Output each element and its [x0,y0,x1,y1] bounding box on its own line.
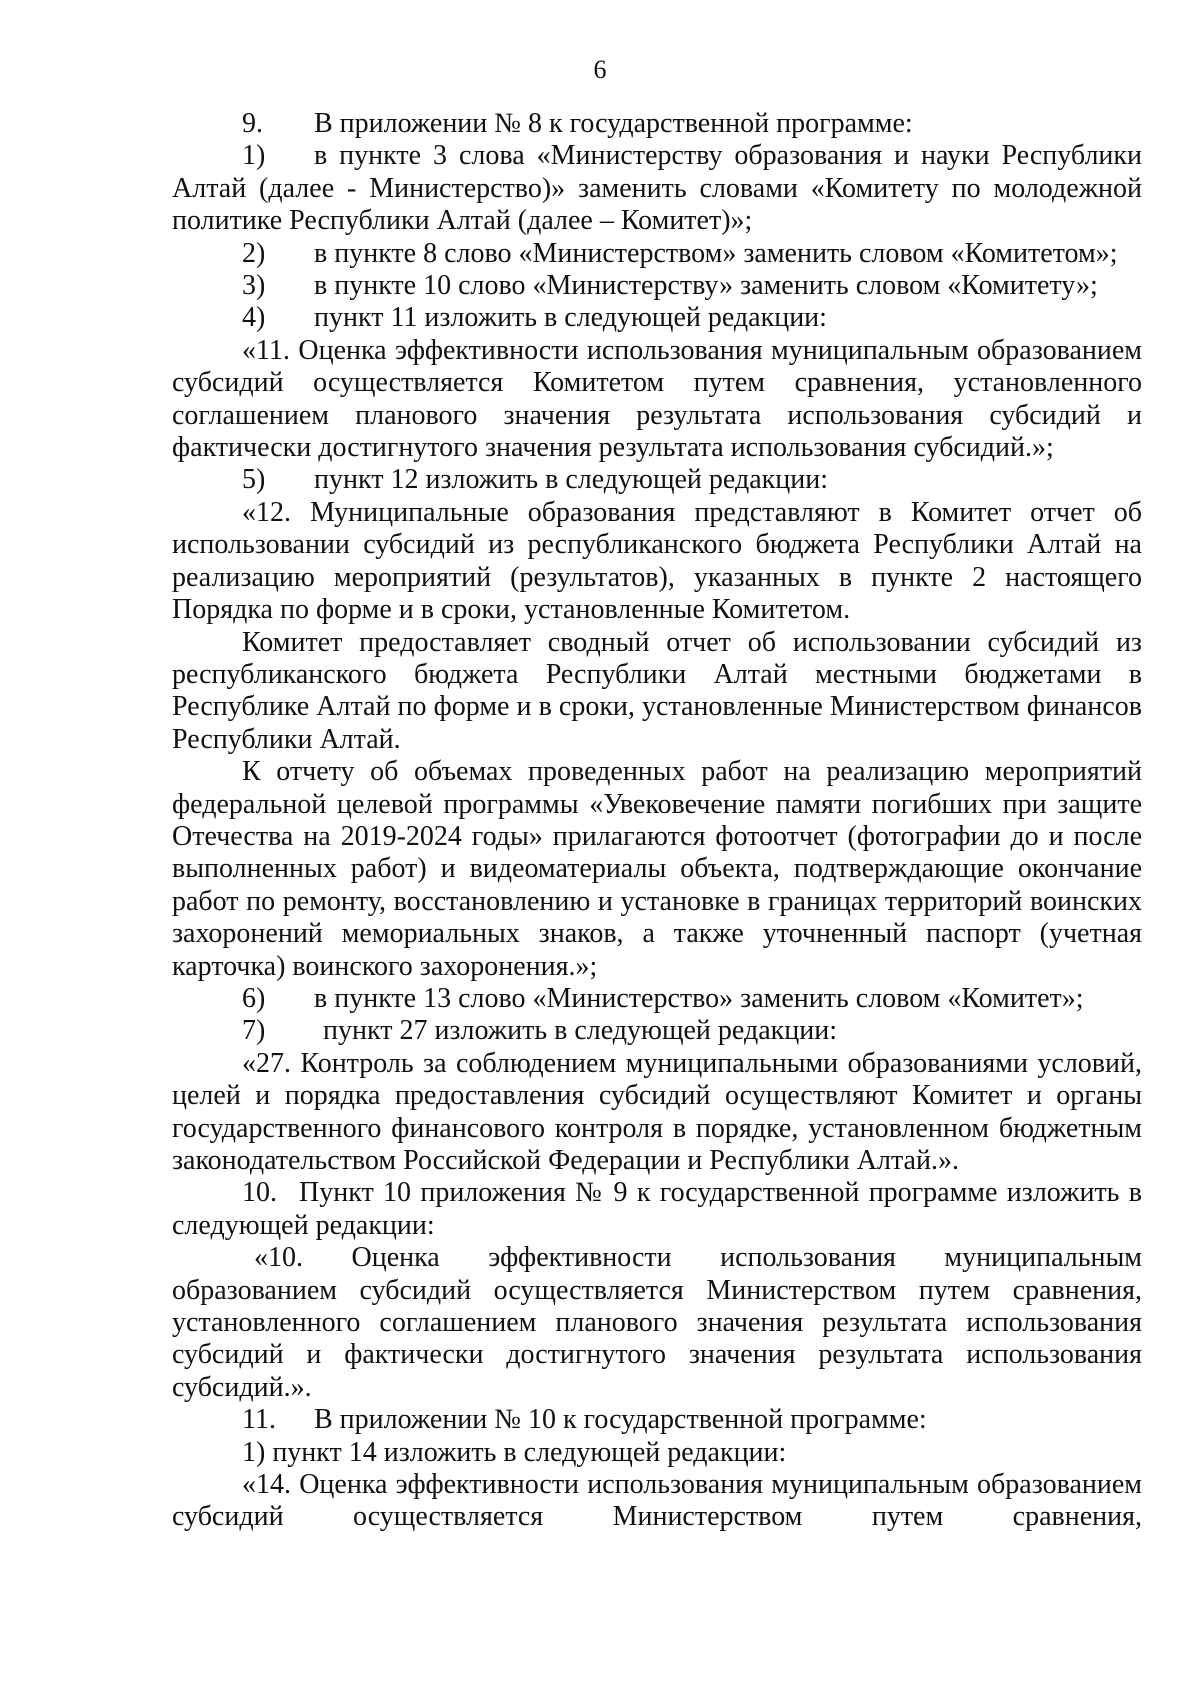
paragraph-text: в пункте 10 слово «Министерству» заменить словом «Комитету»; [314,270,1098,302]
paragraph-text: В приложении № 10 к государственной программе: [314,1404,927,1436]
paragraph-text: пункт 11 изложить в следующей редакции: [314,302,827,334]
subitem-5 [172,464,1142,496]
item-number: 6) [242,982,266,1014]
paragraph-text: пункт 12 изложить в следующей редакции: [314,464,828,496]
paragraph-text: в пункте 8 слово «Министерством» заменить словом «Комитетом»; [314,237,1118,269]
paragraph-11 [172,1404,1142,1436]
subitem-4 [172,302,1142,334]
paragraph-text: пункт 27 изложить в следующей редакции: [323,1015,837,1047]
quoted-point-11: «11. Оценка эффективности использования муниципальным образованием субсидий осуществляется Комитетом путем сравнения, установленного соглашением планового значения результата использования субсидий и фактически достигнутого значения результата использования субсидий.»; [172,334,1142,464]
quoted-point-10: «10. Оценка эффективности использования муниципальным образованием субсидий осуществляется Министерством путем сравнения, установленного соглашением планового значения результата использования субсидий и фактически достигнутого значения результата использования субсидий.». [172,1242,1142,1403]
paragraph-10 [172,1177,1142,1242]
subitem-1-point-14: 1) пункт 14 изложить в следующей редакции: [242,1436,787,1468]
paragraph-text: В приложении № 8 к государственной программе: [314,108,913,139]
subitem-2 [172,238,1142,270]
item-number: 10. [242,1177,277,1209]
item-number: 5) [242,464,266,496]
report-attachments-paragraph: К отчету об объемах проведенных работ на реализацию мероприятий федеральной целевой программы «Увековечение памяти погибших при защите Отечества на 2019-2024 годы» прилагаются фотоотчет (фотографии до и после выполненных работ) и видеоматериалы объекта, подтверждающие окончание работ по ремонту, восстановлению и установке в границах территорий воинских захоронений мемориальных знаков, а также уточненный паспорт (учетная карточка) воинского захоронения.»; [172,756,1142,982]
item-number: 2) [242,237,266,269]
quoted-point-12: «12. Муниципальные образования представляют в Комитет отчет об использовании субсидий из республиканского бюджета Республики Алтай на реализацию мероприятий (результатов), указанных в пункте 2 настоящего Порядка по форме и в сроки, установленные Комитетом. [172,496,1142,626]
quoted-point-14: «14. Оценка эффективности использования муниципальным образованием субсидий осуществляется Министерством путем сравнения, [172,1469,1142,1533]
paragraph-text: в пункте 3 слова «Министерству образования и науки Республики Алтай (далее - Министерство)» заменить словами «Комитету по молодежной политике Республики Алтай (далее – Комитет)»; [172,140,1142,237]
item-number: 7) [242,1015,266,1047]
item-number: 3) [242,270,266,302]
item-number: 11. [242,1404,276,1436]
item-number: 1) [242,140,266,172]
subitem-3 [172,270,1142,302]
committee-report-paragraph: Комитет предоставляет сводный отчет об использовании субсидий из республиканского бюджета Республики Алтай местными бюджетами в Республике Алтай по форме и в сроки, установленные Министерством финансов Республики Алтай. [172,626,1142,755]
subitem-7 [172,1015,1142,1047]
paragraph-text: Пункт 10 приложения № 9 к государственной программе изложить в следующей редакции: [172,1177,1142,1241]
page-number: 6 [593,55,607,84]
subitem-6 [172,983,1142,1015]
item-number: 9. [242,108,263,139]
paragraph-9 [172,108,1142,140]
quoted-point-27: «27. Контроль за соблюдением муниципальными образованиями условий, целей и порядка предоставления субсидий осуществляют Комитет и органы государственного финансового контроля в порядке, установленном бюджетным законодательством Российской Федерации и Республики Алтай.». [172,1047,1142,1176]
document-body [172,108,1142,1534]
subitem-1 [172,140,1142,237]
item-number: 4) [242,302,266,334]
paragraph-text: в пункте 13 слово «Министерство» заменить словом «Комитет»; [314,982,1084,1014]
